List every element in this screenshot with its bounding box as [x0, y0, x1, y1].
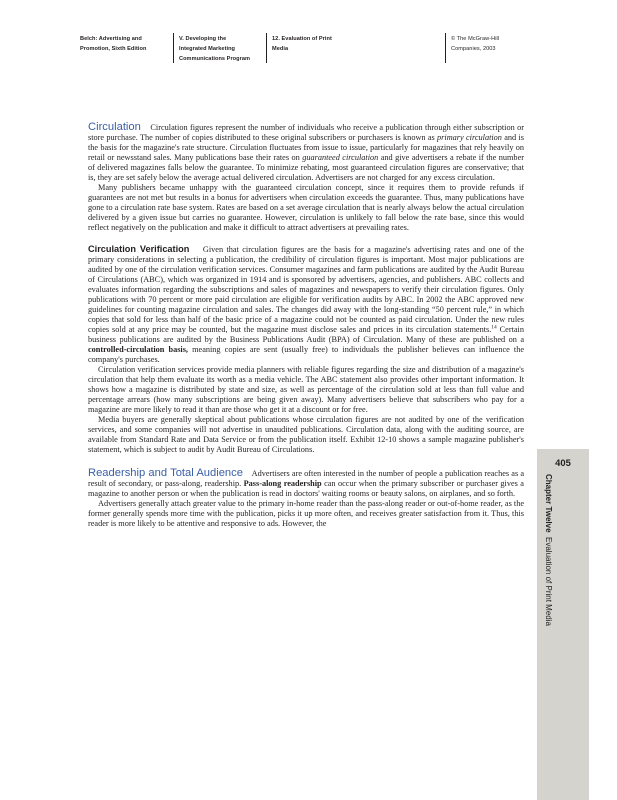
chapter-running-title [541, 474, 553, 634]
footnote-marker: 14 [491, 324, 497, 331]
header-chapter-title: 12. Evaluation of Print Media [272, 36, 332, 52]
header-divider [445, 33, 446, 63]
chapter-label: Chapter Twelve [544, 474, 553, 533]
header-copyright: © The McGraw-Hill Companies, 2003 [451, 36, 500, 52]
verification-paragraph: Circulation Verification Given that circulation figures are the basis for a magazine's advertising rates and one of the primary considerations in selecting a publication, the credibility of circulation figures is important. Most major publications are audited by one of the circulation verification services. Consumer magazines and farm publications are audited by the Audit Bureau of Circulations (ABC), which was organized in 1914 and is sponsored by advertisers, agencies, and publishers. ABC collects and evaluates information regarding the subscriptions and sales of magazines and newspapers to verify their circulation figures. Only publications with 70 percent or more paid circulation are eligible for verification audits by ABC. In 2002 the ABC approved new guidelines for counting magazine circulation and sales. The changes did away with the long-standing “50 percent rule,” in which copies that sold for less than half of the basic price of a magazine could not be counted as paid circulation. Under the new rules copies sold at any price may be counted, but the magazine must disclose sales and prices in its circulation statements.$^{14}$ Certain business publications are audited by the Business Publications Audit (BPA) of Circulation. Many of these are published on a controlled-circulation basis, meaning copies are sent (usually free) to individuals the publisher believes can influence the company's purchases. [88, 244, 525, 365]
page-body [88, 122, 524, 529]
section-heading-readership: Readership and Total Audience [88, 466, 243, 479]
section-heading-verification: Circulation Verification [88, 244, 190, 255]
readership-paragraph: Readership and Total Audience Advertisers are often interested in the number of people a publication reaches as a result of secondary, or pass-along, readership. Pass-along readership can occur when the primary subscriber or purchaser gives a magazine to another person or when the publication is read in doctors' waiting rooms or beauty salons, on airplanes, and so forth. [88, 466, 524, 498]
header-book-title: Belch: Advertising and Promotion, Sixth Edition [80, 36, 147, 52]
header-part-title: V. Developing the Integrated Marketing Communications Program [179, 36, 251, 62]
circulation-paragraph: Circulation Circulation figures represent the number of individuals who receive a publication through either subscription or store purchase. The number of copies distributed to these original subscribers or purchasers is known as primary circulation and is the basis for the magazine's rate structure. Circulation fluctuates from issue to issue, particularly for magazines that rely heavily on retail or newsstand sales. Many publications base their rates on guaranteed circulation and give advertisers a rebate if the number of delivered magazines falls below the guarantee. To minimize rebating, most guaranteed circulation figures are conservative; that is, they are set safely below the average actual delivered circulation. Advertisers are not charged for any excess circulation. [88, 121, 524, 183]
readership-paragraph: Advertisers generally attach greater value to the primary in-home reader than the pass-along reader or out-of-home reader, as the former generally spends more time with the publication, picks it up more often, and receives greater satisfaction from it. Thus, this reader is more likely to be attentive and responsive to ads. However, the [88, 498, 524, 528]
verification-paragraph: Media buyers are generally skeptical about publications whose circulation figures are not audited by one of the verification services, and some companies will not advertise in unaudited publications. Circulation data, along with the auditing source, are available from Standard Rate and Data Service or from the publication itself. Exhibit 12-10 shows a sample magazine publisher's statement, which is subject to audit by Audit Bureau of Circulations. [88, 415, 524, 455]
verification-paragraph: Circulation verification services provide media planners with reliable figures regarding the size and distribution of a magazine's circulation that help them evaluate its worth as a media vehicle. The ABC statement also provides other important information. It shows how a magazine is distributed by state and size, as well as percentage of the circulation sold at less than full value and percentage arrears (how many subscriptions are being given away). Many advertisers believe that subscribers who pay for a magazine are more likely to read it than are those who get it at a discount or for free. [88, 365, 524, 415]
header-divider [266, 33, 267, 63]
page-number: 405 [555, 457, 571, 468]
header-divider [173, 33, 174, 63]
circulation-paragraph: Many publishers became unhappy with the guaranteed circulation concept, since it requires them to provide refunds if guarantees are not met but results in a bonus for advertisers when circulation exceeds the guarantee. Thus, many publications have gone to a circulation rate base system. Rates are based on a set average circulation that is nearly always below the actual circulation delivered by a given issue but carries no guarantee. However, circulation is unlikely to fall below the rate base, since this would reflect negatively on the publication and make it difficult to attract advertisers at prevailing rates. [88, 183, 524, 233]
chapter-title: Evaluation of Print Media [544, 537, 553, 626]
section-heading-circulation: Circulation [88, 121, 141, 133]
